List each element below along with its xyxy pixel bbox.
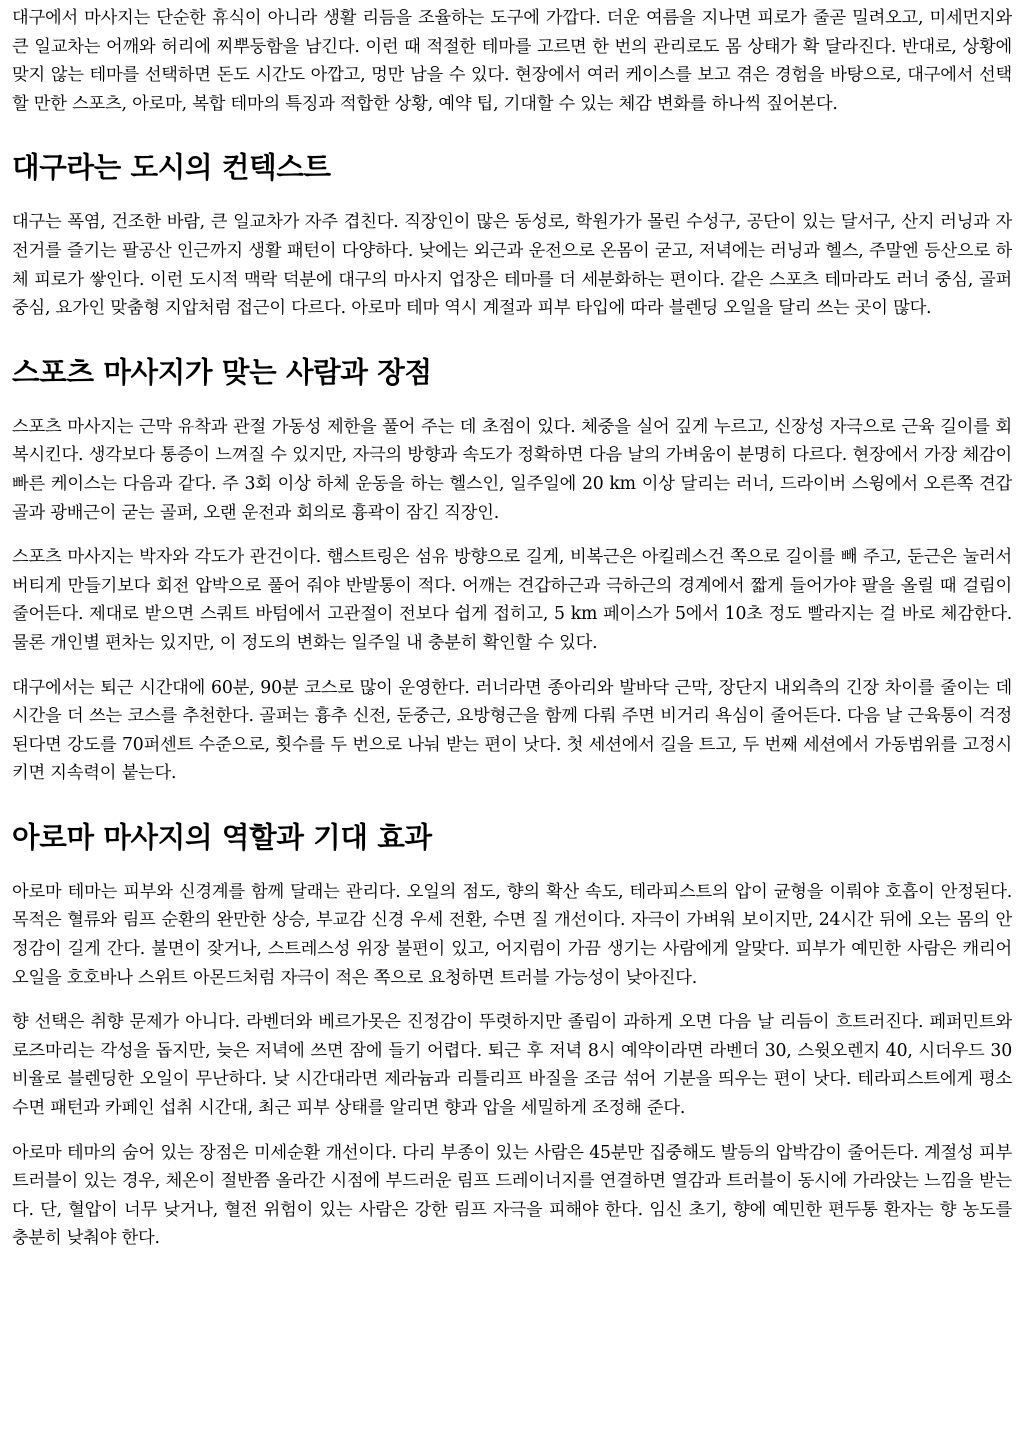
section-heading-sports-massage: 스포츠 마사지가 맞는 사람과 장점: [12, 355, 432, 389]
paragraph-aroma-massage-2: 향 선택은 취향 문제가 아니다. 라벤더와 베르가못은 진정감이 뚜렷하지만 졸림이 과하게 오면 다음 날 리듬이 흐트러진다. 페퍼민트와 로즈마리는 각성을 돕지만, 늦은 저녁에 쓰면 잠에 들기 어렵다. 퇴근 후 저녁 8시 예약이라면 라벤더 30, 스윗오렌지 40, 시더우드 30 비율로 블렌딩한 오일이 무난하다. 낮 시간대라면 제라늄과 리틀리프 바질을 조금 섞어 기분을 띄우는 편이 낫다. 테라피스트에게 평소 수면 패턴과 카페인 섭취 시간대, 최근 피부 상태를 알리면 향과 압을 세밀하게 조정해 준다.: [12, 1012, 1012, 1119]
paragraph-sports-massage-3: 대구에서는 퇴근 시간대에 60분, 90분 코스로 많이 운영한다. 러너라면 종아리와 발바닥 근막, 장단지 내외측의 긴장 차이를 줄이는 데 시간을 더 쓰는 코스를 추천한다. 골퍼는 흉추 신전, 둔중근, 요방형근을 함께 다뤄 주면 비거리 욕심이 줄어든다. 다음 날 근육통이 걱정된다면 강도를 70퍼센트 수준으로, 횟수를 두 번으로 나눠 받는 편이 낫다. 첫 세션에서 길을 트고, 두 번째 세션에서 가동범위를 고정시키면 지속력이 붙는다.: [12, 677, 1012, 784]
article: [12, 4, 1012, 1269]
section-heading-aroma-massage: 아로마 마사지의 역할과 기대 효과: [12, 820, 432, 854]
section-heading-daegu-context: 대구라는 도시의 컨텍스트: [12, 151, 331, 185]
paragraph-sports-massage-1: 스포츠 마사지는 근막 유착과 관절 가동성 제한을 풀어 주는 데 초점이 있다. 체중을 실어 깊게 누르고, 신장성 자극으로 근육 길이를 회복시킨다. 생각보다 통증이 느껴질 수 있지만, 자극의 방향과 속도가 정확하면 다음 날의 가벼움이 분명히 다르다. 현장에서 가장 체감이 빠른 케이스는 다음과 같다. 주 3회 이상 하체 운동을 하는 헬스인, 일주일에 20 km 이상 달리는 러너, 드라이버 스윙에서 오른쪽 견갑골과 광배근이 굳는 골퍼, 오랜 운전과 회의로 흉곽이 잠긴 직장인.: [12, 416, 1012, 523]
paragraph-daegu-context: 대구는 폭염, 건조한 바람, 큰 일교차가 자주 겹친다. 직장인이 많은 동성로, 학원가가 몰린 수성구, 공단이 있는 달서구, 산지 러닝과 자전거를 즐기는 팔공산 인근까지 생활 패턴이 다양하다. 낮에는 외근과 운전으로 온몸이 굳고, 저녁에는 러닝과 헬스, 주말엔 등산으로 하체 피로가 쌓인다. 이런 도시적 맥락 덕분에 대구의 마사지 업장은 테마를 더 세분화하는 편이다. 같은 스포츠 테마라도 러너 중심, 골퍼 중심, 요가인 맞춤형 지압처럼 접근이 다르다. 아로마 테마 역시 계절과 피부 타입에 따라 블렌딩 오일을 달리 쓰는 곳이 많다.: [12, 212, 1012, 319]
paragraph-aroma-massage-3: 아로마 테마의 숨어 있는 장점은 미세순환 개선이다. 다리 부종이 있는 사람은 45분만 집중해도 발등의 압박감이 줄어든다. 계절성 피부 트러블이 있는 경우, 체온이 절반쯤 올라간 시점에 부드러운 림프 드레이너지를 연결하면 열감과 트러블이 동시에 가라앉는 느낌을 받는다. 단, 혈압이 너무 낮거나, 혈전 위험이 있는 사람은 강한 림프 자극을 피해야 한다. 임신 초기, 향에 예민한 편두통 환자는 향 농도를 충분히 낮춰야 한다.: [12, 1142, 1012, 1249]
intro-paragraph: 대구에서 마사지는 단순한 휴식이 아니라 생활 리듬을 조율하는 도구에 가깝다. 더운 여름을 지나면 피로가 줄곧 밀려오고, 미세먼지와 큰 일교차는 어깨와 허리에 찌뿌둥함을 남긴다. 이런 때 적절한 테마를 고르면 한 번의 관리로도 몸 상태가 확 달라진다. 반대로, 상황에 맞지 않는 테마를 선택하면 돈도 시간도 아깝고, 멍만 남을 수 있다. 현장에서 여러 케이스를 보고 겪은 경험을 바탕으로, 대구에서 선택할 만한 스포츠, 아로마, 복합 테마의 특징과 적합한 상황, 예약 팁, 기대할 수 있는 체감 변화를 하나씩 짚어본다.: [12, 8, 1012, 114]
paragraph-sports-massage-2: 스포츠 마사지는 박자와 각도가 관건이다. 햄스트링은 섬유 방향으로 길게, 비복근은 아킬레스건 쪽으로 길이를 빼 주고, 둔근은 눌러서 버티게 만들기보다 회전 압박으로 풀어 줘야 반발통이 적다. 어깨는 견갑하근과 극하근의 경계에서 짧게 들어가야 팔을 올릴 때 걸림이 줄어든다. 제대로 받으면 스쿼트 바텀에서 고관절이 전보다 쉽게 접히고, 5 km 페이스가 5에서 10초 정도 빨라지는 걸 바로 체감한다. 물론 개인별 편차는 있지만, 이 정도의 변화는 일주일 내 충분히 확인할 수 있다.: [12, 547, 1012, 653]
paragraph-aroma-massage-1: 아로마 테마는 피부와 신경계를 함께 달래는 관리다. 오일의 점도, 향의 확산 속도, 테라피스트의 압이 균형을 이뤄야 호흡이 안정된다. 목적은 혈류와 림프 순환의 완만한 상승, 부교감 신경 우세 전환, 수면 질 개선이다. 자극이 가벼워 보이지만, 24시간 뒤에 오는 몸의 안정감이 길게 간다. 불면이 잦거나, 스트레스성 위장 불편이 있고, 어지럼이 가끔 생기는 사람에게 알맞다. 피부가 예민한 사람은 캐리어 오일을 호호바나 스위트 아몬드처럼 자극이 적은 쪽으로 요청하면 트러블 가능성이 낮아진다.: [12, 881, 1012, 988]
